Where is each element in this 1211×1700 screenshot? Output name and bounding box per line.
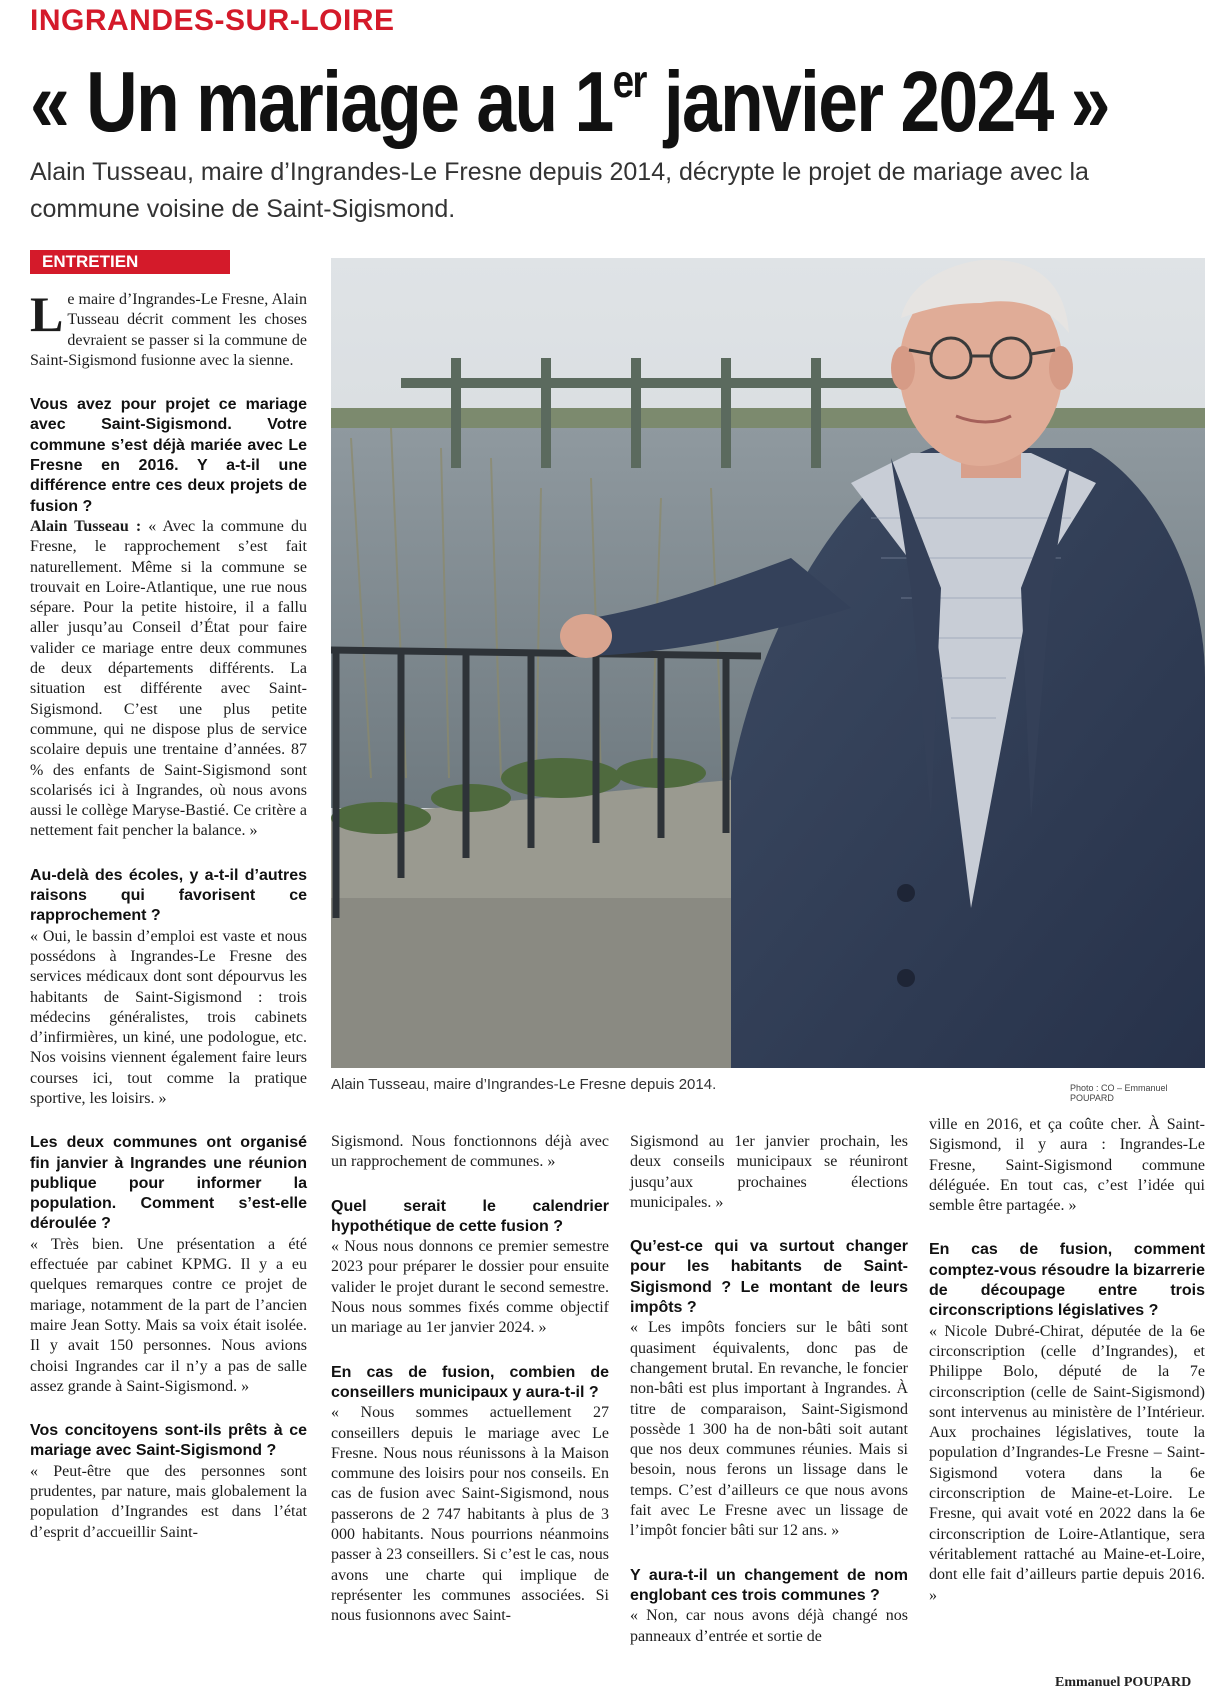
photo-illustration xyxy=(331,258,1205,1068)
answer-8-continued: ville en 2016, et ça coûte cher. À Saint-Sigismond, il y aura : Ingrandes-Le Fresne, Saint-Sigismond commune déléguée. En tout cas, c’est l’idée qui semble être partagée. » xyxy=(929,1116,1205,1215)
answer-4: « Peut-être que des personnes sont prudentes, par nature, mais globalement la population d’Ingrandes est dans l’état d’esprit d’accueillir Saint- xyxy=(30,1462,307,1541)
author-signature: Emmanuel POUPARD xyxy=(1055,1675,1192,1690)
answer-3: « Très bien. Une présentation a été effectuée par cabinet KPMG. Il y a eu quelques remarques contre ce projet de mariage, notamment de la part de l’ancien maire Jean Sotty. Mais sa voix était isolée. Il y avait 150 personnes. Nous avions choisi Ingrandes car il n’y a pas de salle assez grande à Saint-Sigismond. » xyxy=(30,1235,307,1395)
intro-paragraph xyxy=(30,286,307,371)
article-column-1 xyxy=(30,286,308,1543)
headline-part-2: janvier 2024 » xyxy=(645,55,1109,150)
answer-2: « Oui, le bassin d’emploi est vaste et nous possédons à Ingrandes-Le Fresne des services médicaux dont sont dépourvus les habitants de Saint-Sigismond : trois médecins généralistes, trois cabinets d’infirmières, un kiné, une podologue, etc. Nos voisins viennent également faire leurs courses ici, tout comme la pratique sportive, les loisirs. » xyxy=(30,927,307,1107)
answer-9: « Nicole Dubré-Chirat, députée de la 6e circonscription (celle d’Ingrandes), et Philippe Bolo, député de la 7e circonscription (celle de Saint-Sigismond) sont intervenus au ministère de l’Intérieur. Aux prochaines législatives, toute la population d’Ingrandes-Le Fresne – Saint-Sigismond votera dans la 6e circonscription de Maine-et-Loire. Le Fresne, qui avait voté en 2022 dans la 6e circonscription de Loire-Atlantique, sera véritablement rattaché au Maine-et-Loire, dont elle fait d’ailleurs partie depuis 2016. » xyxy=(929,1322,1205,1604)
answer-1 xyxy=(30,517,307,842)
answer-7: « Les impôts fonciers sur le bâti sont quasiment équivalents, donc pas de changement brutal. En revanche, le foncier non-bâti est plus important à Ingrandes. À titre de comparaison, Saint-Sigismond possède 1 300 ha de non-bâti soit autant que nos deux communes réunies. Mais si besoin, nous ferons un lissage dans le temps. C’est d’ailleurs ce que nous avons fait avec Le Fresne avec un lissage de l’impôt foncier bâti sur 12 ans. » xyxy=(630,1319,908,1540)
answer-6: « Nous sommes actuellement 27 conseillers depuis le mariage avec Le Fresne. Nous nous réunissons à la Maison commune des loisirs pour nos conseils. En cas de fusion avec Saint-Sigismond, nous passerons de 2 747 habitants à plus de 3 000 habitants. Nous pourrions néanmoins passer à 23 conseillers. Si c’est le cas, nous avons une charte qui implique de représenter les communes associées. Si nous fusionnons avec Saint- xyxy=(331,1404,609,1625)
question-5: Quel serait le calendrier hypothétique de cette fusion ? xyxy=(331,1197,609,1235)
answer-1-text: « Avec la commune du Fresne, le rapprochement s’est fait naturellement. Même si la commune se trouvait en Loire-Atlantique, une rue nous sépare. Pour la petite histoire, il a fallu aller jusqu’au Conseil d’État pour faire valider ce mariage entre deux communes de deux départements différents. La situation est différente avec Saint-Sigismond. C’est une plus petite commune, qui ne dispose plus de service scolaire depuis une trentaine d’années. 87 % des enfants de Saint-Sigismond sont scolarisés ici à Ingrandes, où nous avons aussi le collège Maryse-Bastié. Ce critère a nettement fait pencher la balance. » xyxy=(30,517,308,840)
question-2: Au-delà des écoles, y a-t-il d’autres raisons qui favorisent ce rapprochement ? xyxy=(30,866,307,925)
article-column-3 xyxy=(630,1132,908,1647)
headline-superscript: er xyxy=(612,55,646,107)
standfirst: Alain Tusseau, maire d’Ingrandes-Le Fresne depuis 2014, décrypte le projet de mariage avec la commune voisine de Saint-Sigismond. xyxy=(30,158,1089,223)
question-1: Vous avez pour projet ce mariage avec Saint-Sigismond. Votre commune s’est déjà mariée avec Le Fresne en 2016. Y a-t-il une différence entre ces deux projets de fusion ? xyxy=(30,396,307,515)
answer-6-continued: Sigismond au 1er janvier prochain, les deux conseils municipaux se réuniront jusqu’aux prochaines élections municipales. » xyxy=(630,1133,908,1211)
answer-5: « Nous nous donnons ce premier semestre 2023 pour préparer le dossier pour ensuite valider le projet durant le second semestre. Nous nous sommes fixés comme objectif un mariage au 1er janvier 2024. » xyxy=(331,1238,609,1337)
article-column-2 xyxy=(331,1132,609,1627)
question-8: Y aura-t-il un changement de nom englobant ces trois communes ? xyxy=(630,1566,908,1604)
question-9: En cas de fusion, comment comptez-vous résoudre la bizarrerie de découpage entre trois circonscriptions législatives ? xyxy=(929,1241,1205,1320)
answer-4-continued: Sigismond. Nous fonctionnons déjà avec un rapprochement de communes. » xyxy=(331,1133,609,1171)
question-7: Qu’est-ce qui va surtout changer pour les habitants de Saint-Sigismond ? Le montant de leurs impôts ? xyxy=(630,1238,908,1317)
question-6: En cas de fusion, combien de conseillers municipaux y aura-t-il ? xyxy=(331,1363,609,1401)
article-column-4 xyxy=(929,1115,1205,1606)
photo-caption: Alain Tusseau, maire d’Ingrandes-Le Fresne depuis 2014. xyxy=(331,1076,717,1093)
answer-8: « Non, car nous avons déjà changé nos panneaux d’entrée et sortie de xyxy=(630,1607,908,1645)
intro-text: e maire d’Ingrandes-Le Fresne, Alain Tusseau décrit comment les choses devraient se passer si la commune de Saint-Sigismond fusionne avec la sienne. xyxy=(30,291,307,369)
question-3: Les deux communes ont organisé fin janvier à Ingrandes une réunion publique pour informer la population. Comment s’est-elle déroulée ? xyxy=(30,1134,307,1233)
headline-part-1: « Un mariage au 1 xyxy=(30,55,613,150)
drop-cap: L xyxy=(30,286,64,342)
section-tag: ENTRETIEN xyxy=(30,250,230,274)
question-4: Vos concitoyens sont-ils prêts à ce mariage avec Saint-Sigismond ? xyxy=(30,1422,307,1460)
article-photo xyxy=(331,258,1205,1068)
photo-credit: Photo : CO – Emmanuel POUPARD xyxy=(1070,1083,1168,1103)
headline xyxy=(30,55,1109,150)
section-rubric: INGRANDES-SUR-LOIRE xyxy=(30,4,395,37)
speaker-name: Alain Tusseau : xyxy=(30,517,142,535)
